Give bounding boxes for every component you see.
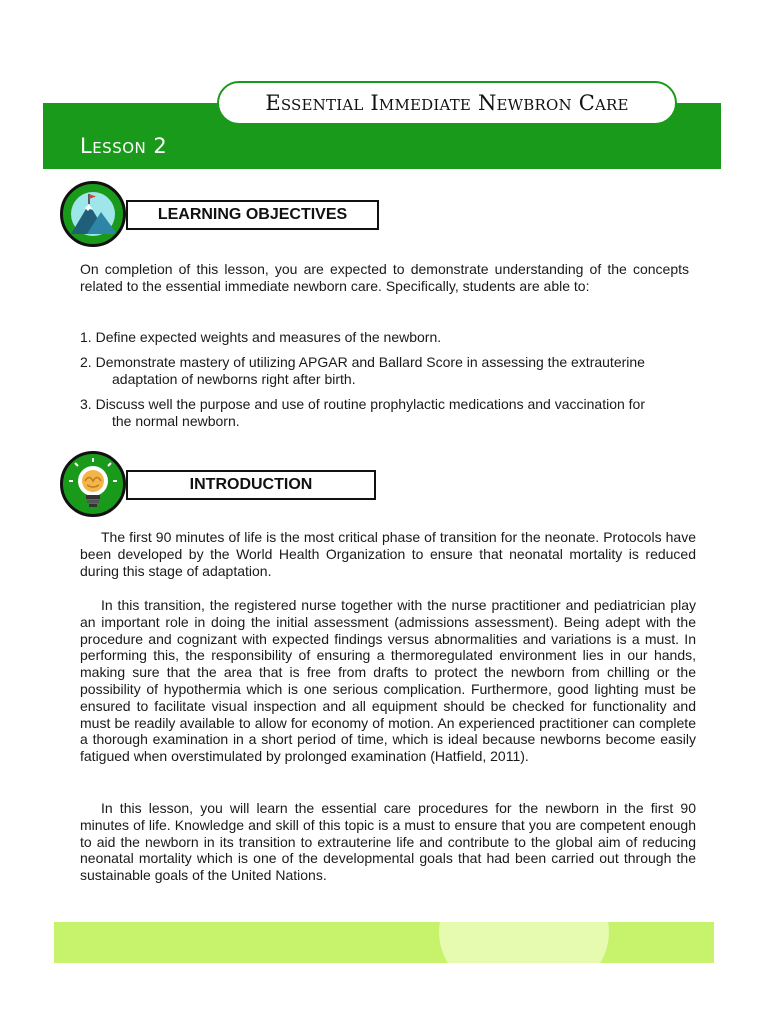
lightbulb-graphic <box>63 454 123 514</box>
objective-number: 2. <box>80 354 92 370</box>
objective-number: 1. <box>80 329 92 345</box>
objective-text: Discuss well the purpose and use of routine prophylactic medications and vaccination for <box>95 396 645 412</box>
page-title: Essential Immediate Newbron Care <box>265 91 629 115</box>
mountain-flag-icon <box>60 181 126 247</box>
objective-item-3 <box>80 396 692 430</box>
objective-text-continued: adaptation of newborns right after birth. <box>112 370 356 387</box>
introduction-heading: INTRODUCTION <box>126 470 376 500</box>
intro-paragraph-1: The first 90 minutes of life is the most critical phase of transition for the neonate. Protocols have been developed by the World Health Organization to ensure that neonatal mortality is reduced during this stage of adaptation. <box>80 529 696 579</box>
objective-text: Demonstrate mastery of utilizing APGAR and Ballard Score in assessing the extrauterine <box>95 354 645 370</box>
footer-band <box>54 922 714 963</box>
objective-item-2 <box>80 354 692 388</box>
objective-text-continued: the normal newborn. <box>112 412 240 429</box>
intro-paragraph-2: In this transition, the registered nurse together with the nurse practitioner and pediatrician play an important role in doing the initial assessment (admissions assessment). Being adept with the procedure and cognizant with expected findings versus abnormalities and variations is a must. In performing this, the responsibility of ensuring a thermoregulated environment lies in our hands, making sure that the area that is free from drafts to protect the newborn from chilling or the possibility of hypothermia which is one serious complication. Furthermore, good lighting must be ensured to facilitate visual inspection and all equipment should be checked for functionality and must be readily available to allow for economy of motion. An experienced practitioner can complete a thorough examination in a short period of time, which is ideal because newborns become easily fatigued when overstimulated by prolonged examination (Hatfield, 2011). <box>80 597 696 765</box>
footer-arc-decoration <box>439 922 609 963</box>
objective-text: Define expected weights and measures of the newborn. <box>95 329 442 345</box>
title-banner <box>217 81 677 125</box>
objective-item-1 <box>80 329 692 346</box>
objectives-intro: On completion of this lesson, you are expected to demonstrate understanding of the concepts related to the essential immediate newborn care. Specifically, students are able to: <box>80 261 689 294</box>
lightbulb-brain-icon <box>60 451 126 517</box>
intro-paragraph-3: In this lesson, you will learn the essential care procedures for the newborn in the first 90 minutes of life. Knowledge and skill of this topic is a must to ensure that you are competent enough to aid the newborn in its transition to extrauterine life and contribute to the global aim of reducing neonatal mortality which is one of the developmental goals that had been carried out through the sustainable goals of the United Nations. <box>80 800 696 884</box>
objective-number: 3. <box>80 396 92 412</box>
objectives-heading: LEARNING OBJECTIVES <box>126 200 379 230</box>
mountain-flag-graphic <box>63 184 123 244</box>
lesson-number: Lesson 2 <box>80 134 168 158</box>
